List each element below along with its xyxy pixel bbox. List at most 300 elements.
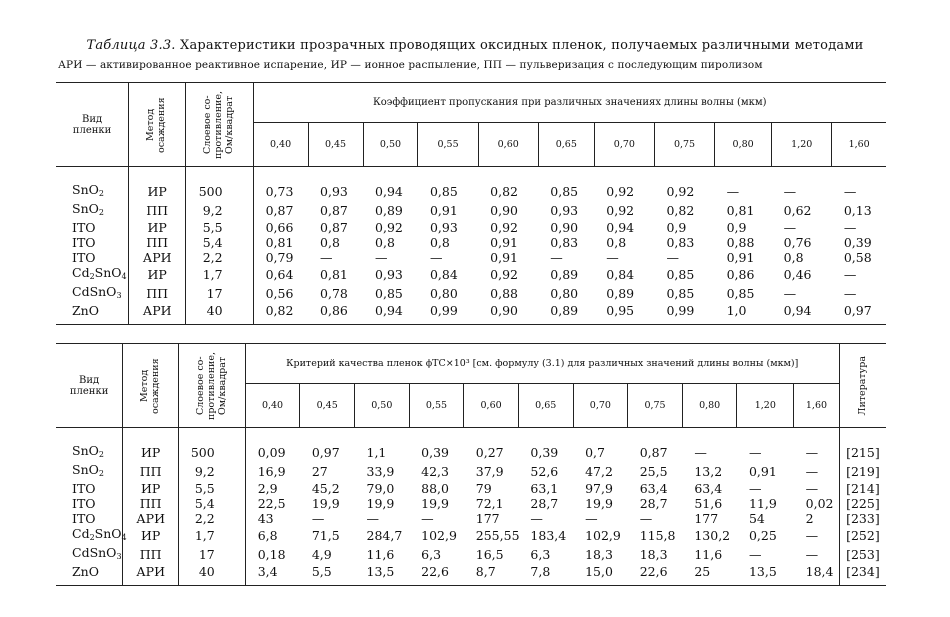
wavelength-header: 1,60 [832, 123, 886, 167]
value-cell: 13,5 [366, 564, 395, 579]
value-cell: 47,2 [585, 464, 613, 479]
value-cell: 0,83 [666, 235, 695, 250]
value-cell: — [550, 250, 563, 265]
wavelength-header: 0,75 [654, 123, 714, 167]
film-name-cell [56, 545, 123, 564]
value-cell: 255,55 [475, 528, 520, 543]
value-cell: 0,92 [490, 267, 518, 282]
value-cell: 11,6 [694, 547, 723, 562]
wavelength-header: 0,50 [355, 384, 410, 428]
method-cell: ПП [123, 462, 179, 481]
value-cell: — [805, 481, 819, 496]
film-formula: Cd [72, 265, 90, 280]
value-cell: 0,9 [726, 220, 747, 235]
value-cell: 0,93 [429, 220, 458, 235]
value-cell: 0,93 [550, 203, 579, 218]
table-row [56, 201, 886, 220]
resistance-cell: 40 [178, 564, 245, 586]
value-cell: 13,2 [694, 464, 723, 479]
value-cell: 0,27 [475, 445, 504, 460]
value-cell: 115,8 [639, 528, 676, 543]
table-row [56, 303, 886, 325]
value-cell: 0,95 [606, 303, 635, 318]
film-name-cell [56, 201, 129, 220]
resistance-cell: 1,7 [186, 265, 253, 284]
value-cell: — [606, 250, 619, 265]
wavelength-header: 0,55 [418, 123, 478, 167]
value-cell: 0,85 [666, 267, 695, 282]
transmission-group-header: Коэффициент пропускания при различных значениях длины волны (мкм) [253, 83, 886, 123]
method-cell: ПП [129, 284, 186, 303]
value-cell: 6,3 [421, 547, 442, 562]
value-cell: 0,89 [606, 286, 635, 301]
value-cell: 0,39 [843, 235, 872, 250]
film-name-cell [56, 428, 123, 463]
film-name-cell [56, 284, 129, 303]
table-row [56, 220, 886, 235]
value-cell: 0,76 [783, 235, 812, 250]
value-cell: 0,39 [530, 445, 559, 460]
value-cell: 2,9 [245, 481, 300, 496]
literature-cell: [252] [839, 526, 886, 545]
value-cell: 0,97 [311, 445, 340, 460]
value-cell: 19,9 [366, 496, 395, 511]
value-cell: — [843, 220, 857, 235]
film-formula-sub: 2 [98, 469, 104, 478]
value-cell: 0,73 [253, 167, 308, 202]
value-cell: 42,3 [421, 464, 449, 479]
table-row [56, 564, 886, 586]
film-formula: ITO [72, 235, 96, 250]
value-cell: 22,6 [639, 564, 668, 579]
resistance-cell: 9,2 [178, 462, 245, 481]
value-cell: 6,3 [530, 547, 551, 562]
resistance-cell: 500 [186, 167, 253, 202]
value-cell: — [748, 481, 762, 496]
table-row [56, 428, 886, 463]
value-cell: 43 [245, 511, 300, 526]
value-cell: 102,9 [585, 528, 621, 543]
table-row [56, 545, 886, 564]
method-cell: ИР [123, 481, 179, 496]
value-cell: 0,92 [606, 203, 635, 218]
value-cell: — [666, 250, 679, 265]
value-cell: 0,18 [245, 545, 300, 564]
value-cell: 19,9 [311, 496, 340, 511]
wavelength-header: 0,55 [409, 384, 464, 428]
table-row [56, 462, 886, 481]
value-cell: 63,4 [639, 481, 668, 496]
wavelength-header: 1,60 [794, 384, 840, 428]
resistance-cell: 2,2 [186, 250, 253, 265]
value-cell: 25 [694, 564, 711, 579]
value-cell: 0,89 [550, 267, 579, 282]
method-cell: ПП [123, 496, 179, 511]
value-cell: 0,92 [666, 184, 695, 199]
resistance-cell: 17 [178, 545, 245, 564]
value-cell: 0,8 [606, 235, 627, 250]
film-name-cell [56, 220, 129, 235]
film-name-cell [56, 526, 127, 545]
literature-cell: [215] [839, 428, 886, 463]
value-cell: — [805, 528, 819, 543]
wavelength-header: 1,20 [737, 384, 794, 428]
table-row [56, 235, 886, 250]
wavelength-header: 0,75 [628, 384, 683, 428]
value-cell: 0,02 [805, 496, 834, 511]
value-cell: 72,1 [475, 496, 504, 511]
value-cell: 0,86 [726, 267, 755, 282]
value-cell: 183,4 [530, 528, 567, 543]
value-cell: 0,62 [783, 203, 812, 218]
value-cell: 15,0 [585, 564, 613, 579]
film-name-cell [56, 511, 123, 526]
value-cell: 0,94 [375, 303, 403, 318]
value-cell: 0,82 [253, 303, 308, 325]
literature-cell: [233] [839, 511, 886, 526]
value-cell: 22,5 [245, 496, 300, 511]
value-cell: 28,7 [639, 496, 668, 511]
film-formula-sub: 2 [98, 208, 104, 217]
value-cell: 19,9 [585, 496, 613, 511]
value-cell: 16,9 [245, 462, 300, 481]
method-cell: ИР [129, 265, 186, 284]
value-cell: 0,82 [490, 184, 518, 199]
value-cell: 0,99 [666, 303, 695, 318]
resistance-cell: 40 [186, 303, 253, 325]
film-name-cell [56, 250, 129, 265]
value-cell: 0,88 [490, 286, 518, 301]
value-cell: 0,9 [666, 220, 687, 235]
film-formula-sub-2: 4 [121, 272, 127, 281]
wavelength-header: 0,60 [478, 123, 538, 167]
value-cell: 0,84 [606, 267, 635, 282]
value-cell: 0,90 [490, 203, 518, 218]
value-cell: 7,8 [530, 564, 551, 579]
method-cell: АРИ [123, 564, 179, 586]
value-cell: 4,9 [311, 547, 332, 562]
value-cell: 0,83 [550, 235, 579, 250]
value-cell: — [843, 267, 857, 282]
wavelength-header: 0,80 [682, 384, 737, 428]
value-cell: — [748, 547, 762, 562]
film-formula: SnO [72, 443, 99, 458]
method-cell: АРИ [129, 250, 186, 265]
value-cell: 0,13 [843, 203, 872, 218]
film-formula: CdSnO [72, 284, 117, 299]
table-row [56, 511, 886, 526]
value-cell: 0,82 [666, 203, 695, 218]
value-cell: 0,09 [245, 428, 300, 463]
value-cell: 2 [805, 511, 814, 526]
value-cell: 1,1 [366, 445, 387, 460]
resistance-cell: 1,7 [178, 526, 245, 545]
value-cell: 18,3 [639, 547, 668, 562]
film-name-cell [56, 303, 129, 325]
resistance-cell: 5,4 [186, 235, 253, 250]
value-cell: 0,93 [320, 184, 348, 199]
method-cell: ИР [123, 428, 179, 463]
table-row [56, 284, 886, 303]
film-formula-2: SnO [94, 265, 122, 280]
value-cell: 0,87 [253, 201, 308, 220]
value-cell: 0,66 [253, 220, 308, 235]
resistance-cell: 2,2 [178, 511, 245, 526]
value-cell: 0,90 [490, 303, 518, 318]
film-formula-2: SnO [94, 526, 122, 541]
caption-title: Характеристики прозрачных проводящих оксидных пленок, получаемых различными методами [179, 38, 864, 53]
film-formula: ITO [72, 250, 96, 265]
value-cell: — [843, 286, 857, 301]
method-cell: ИР [129, 167, 186, 202]
film-formula-sub: 3 [116, 552, 122, 561]
film-formula-sub: 2 [98, 450, 104, 459]
value-cell: 0,7 [585, 445, 605, 460]
film-name-cell [56, 496, 123, 511]
value-cell: 28,7 [530, 496, 559, 511]
value-cell: — [805, 464, 819, 479]
wavelength-header: 0,70 [594, 123, 654, 167]
resistance-header-2: Слоевое со-противление, Ом/квадрат [194, 351, 228, 420]
value-cell: 0,92 [490, 220, 518, 235]
value-cell: 1,0 [726, 303, 747, 318]
table-row [56, 265, 886, 284]
value-cell: 0,91 [490, 250, 518, 265]
film-name-cell [56, 167, 129, 202]
literature-cell: [253] [839, 545, 886, 564]
film-name-cell [56, 481, 123, 496]
value-cell: — [843, 184, 857, 199]
method-cell: ИР [129, 220, 186, 235]
literature-header: Литература [857, 355, 869, 416]
value-cell: 13,5 [748, 564, 777, 579]
film-formula: ITO [72, 220, 96, 235]
film-formula-sub: 2 [89, 533, 95, 542]
value-cell: — [311, 511, 325, 526]
literature-cell: [214] [839, 481, 886, 496]
value-cell: 0,80 [429, 286, 458, 301]
value-cell: 0,87 [320, 220, 348, 235]
resistance-cell: 9,2 [186, 201, 253, 220]
wavelength-header: 0,50 [363, 123, 418, 167]
table-row [56, 167, 886, 202]
value-cell: 45,2 [311, 481, 340, 496]
value-cell: 0,85 [666, 286, 695, 301]
value-cell: 0,91 [726, 250, 755, 265]
value-cell: — [366, 511, 379, 526]
value-cell: 177 [694, 511, 719, 526]
value-cell: 51,6 [694, 496, 723, 511]
value-cell: 79 [475, 481, 492, 496]
value-cell: — [530, 511, 543, 526]
value-cell: 6,8 [245, 526, 300, 545]
value-cell: 88,0 [421, 481, 449, 496]
value-cell: 19,9 [421, 496, 449, 511]
value-cell: 0,85 [726, 286, 755, 301]
value-cell: 0,93 [375, 267, 403, 282]
value-cell: 102,9 [421, 528, 457, 543]
value-cell: 0,88 [726, 235, 755, 250]
film-formula: ITO [72, 496, 96, 511]
value-cell: 0,81 [253, 235, 308, 250]
value-cell: 97,9 [585, 481, 613, 496]
value-cell: 0,91 [748, 464, 777, 479]
value-cell: 0,97 [843, 303, 872, 318]
value-cell: 18,3 [585, 547, 613, 562]
caption-legend: АРИ — активированное реактивное испарение, ИР — ионное распыление, ПП — пульверизация с последующим пиролизом [58, 59, 763, 71]
resistance-cell: 5,4 [178, 496, 245, 511]
method-cell: АРИ [123, 511, 179, 526]
value-cell: 0,8 [375, 235, 395, 250]
value-cell: 18,4 [805, 564, 834, 579]
value-cell: 0,85 [429, 184, 458, 199]
resistance-cell: 17 [186, 284, 253, 303]
value-cell: — [748, 445, 762, 460]
value-cell: 0,8 [783, 250, 804, 265]
method-cell: ПП [123, 545, 179, 564]
wavelength-header: 0,45 [300, 384, 355, 428]
wavelength-header: 1,20 [772, 123, 832, 167]
film-name-cell [56, 265, 129, 284]
film-formula: SnO [72, 462, 99, 477]
value-cell: 0,94 [783, 303, 812, 318]
value-cell: — [805, 547, 819, 562]
value-cell: 25,5 [639, 464, 668, 479]
literature-cell: [219] [839, 462, 886, 481]
value-cell: 0,46 [783, 267, 812, 282]
film-formula: ZnO [72, 303, 99, 318]
value-cell: 0,92 [606, 184, 635, 199]
value-cell: 54 [748, 511, 765, 526]
value-cell: 0,92 [375, 220, 403, 235]
film-formula: ITO [72, 511, 96, 526]
caption-label: Таблица 3.3. [86, 38, 176, 53]
quality-table [56, 343, 886, 586]
film-formula: SnO [72, 182, 99, 197]
value-cell: 0,94 [375, 184, 403, 199]
quality-group-header: Критерий качества пленок ϕTC×10³ [см. формулу (3.1) для различных значений длины волны (мкм)] [245, 344, 839, 384]
film-formula-sub-2: 4 [121, 533, 127, 542]
value-cell: — [320, 250, 333, 265]
film-name-cell [56, 462, 123, 481]
wavelength-header: 0,80 [715, 123, 772, 167]
method-header-2: Метод осаждения [138, 357, 161, 414]
method-cell: АРИ [129, 303, 186, 325]
table-row [56, 496, 886, 511]
resistance-cell: 500 [178, 428, 245, 463]
film-formula: SnO [72, 201, 99, 216]
value-cell: 0,80 [550, 286, 579, 301]
value-cell: 0,89 [375, 203, 403, 218]
value-cell: 0,8 [320, 235, 340, 250]
value-cell: — [585, 511, 598, 526]
value-cell: 0,89 [550, 303, 579, 318]
value-cell: 130,2 [694, 528, 731, 543]
value-cell: — [805, 445, 819, 460]
value-cell: 0,81 [320, 267, 348, 282]
value-cell: 33,9 [366, 464, 395, 479]
table-row [56, 481, 886, 496]
value-cell: 284,7 [366, 528, 403, 543]
wavelength-header: 0,60 [464, 384, 519, 428]
value-cell: — [639, 511, 653, 526]
wavelength-header: 0,45 [308, 123, 363, 167]
value-cell: 0,91 [429, 203, 458, 218]
film-formula: Cd [72, 526, 90, 541]
value-cell: — [421, 511, 434, 526]
value-cell: 0,99 [429, 303, 458, 318]
wavelength-header: 0,40 [245, 384, 300, 428]
value-cell: 0,94 [606, 220, 635, 235]
value-cell: 0,79 [253, 250, 308, 265]
value-cell: — [375, 250, 388, 265]
wavelength-header: 0,65 [538, 123, 594, 167]
value-cell: 5,5 [311, 564, 332, 579]
value-cell: 0,64 [253, 265, 308, 284]
value-cell: 0,56 [253, 284, 308, 303]
resistance-cell: 5,5 [186, 220, 253, 235]
value-cell: 71,5 [311, 528, 340, 543]
method-cell: ПП [129, 201, 186, 220]
value-cell: 22,6 [421, 564, 449, 579]
wavelength-header: 0,40 [253, 123, 308, 167]
table-row [56, 526, 886, 545]
value-cell: 0,87 [320, 203, 348, 218]
value-cell: 27 [311, 464, 328, 479]
transmission-table [56, 82, 886, 325]
value-cell: 0,84 [429, 267, 458, 282]
resistance-header: Слоевое со-противление, Ом/квадрат [202, 90, 236, 159]
value-cell: 0,39 [421, 445, 449, 460]
value-cell: — [783, 220, 797, 235]
resistance-cell: 5,5 [178, 481, 245, 496]
value-cell: 79,0 [366, 481, 395, 496]
value-cell: 11,9 [748, 496, 777, 511]
value-cell: 16,5 [475, 547, 504, 562]
value-cell: 37,9 [475, 464, 504, 479]
literature-cell: [225] [839, 496, 886, 511]
value-cell: 8,7 [475, 564, 496, 579]
value-cell: 177 [475, 511, 500, 526]
wavelength-header: 0,70 [573, 384, 628, 428]
value-cell: — [783, 184, 797, 199]
literature-cell: [234] [839, 564, 886, 586]
value-cell: — [783, 286, 797, 301]
value-cell: — [726, 184, 740, 199]
value-cell: — [429, 250, 443, 265]
table-caption [0, 38, 950, 53]
value-cell: 0,91 [490, 235, 518, 250]
film-name-cell [56, 564, 123, 586]
value-cell: 3,4 [245, 564, 300, 586]
film-formula: CdSnO [72, 545, 117, 560]
film-formula-sub: 2 [98, 189, 104, 198]
value-cell: 0,8 [429, 235, 450, 250]
value-cell: 11,6 [366, 547, 395, 562]
value-cell: — [694, 445, 707, 460]
value-cell: 63,4 [694, 481, 723, 496]
method-cell: ИР [123, 526, 179, 545]
table-row [56, 250, 886, 265]
value-cell: 0,81 [726, 203, 755, 218]
value-cell: 0,86 [320, 303, 348, 318]
value-cell: 0,58 [843, 250, 872, 265]
value-cell: 0,25 [748, 528, 777, 543]
film-formula-sub: 2 [89, 272, 95, 281]
value-cell: 63,1 [530, 481, 559, 496]
value-cell: 0,85 [375, 286, 403, 301]
film-header: Вид пленки [56, 83, 129, 167]
